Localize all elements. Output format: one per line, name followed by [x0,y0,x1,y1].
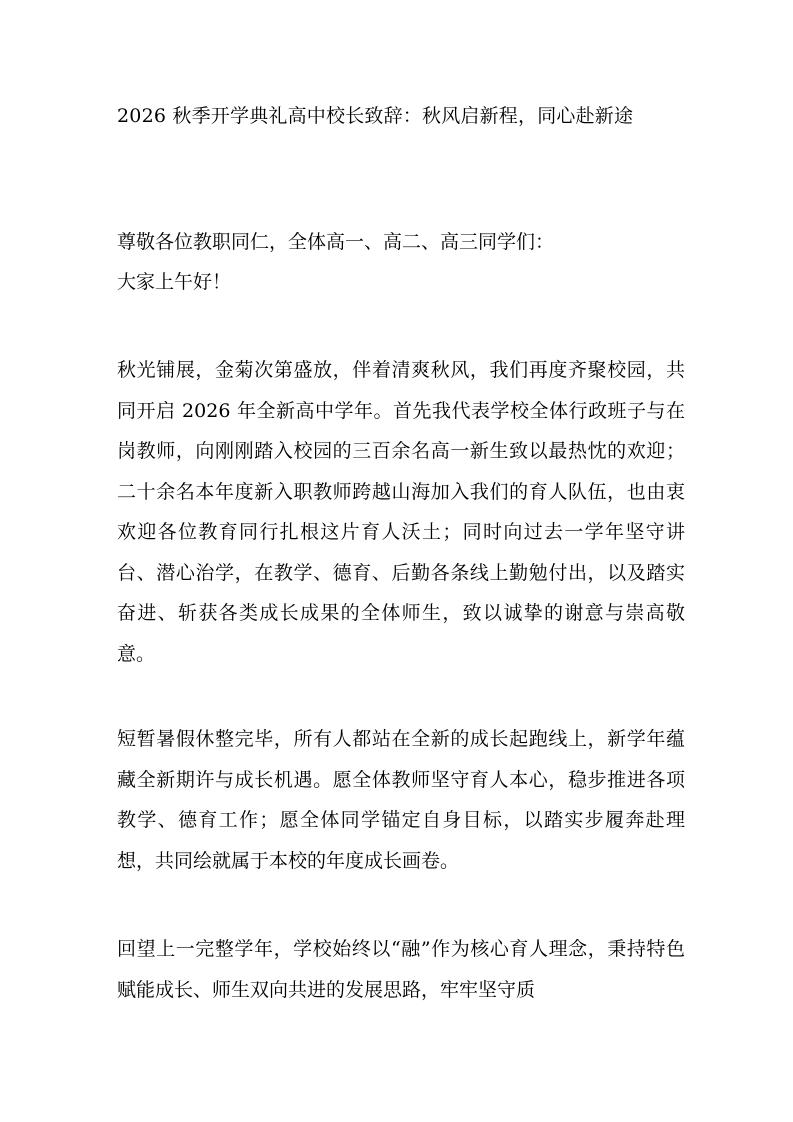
paragraph-welcome: 秋光铺展，金菊次第盛放，伴着清爽秋风，我们再度齐聚校园，共同开启 2026 年全新高中学年。首先我代表学校全体行政班子与在岗教师，向刚刚踏入校园的三百余名高一新生致以最热忱的欢迎；二十余名本年度新入职教师跨越山海加入我们的育人队伍，也由衷欢迎各位教育同行扎根这片育人沃土；同时向过去一学年坚守讲台、潜心治学，在教学、德育、后勤各条线上勤勉付出，以及踏实奋进、斩获各类成长成果的全体师生，致以诚挚的谢意与崇高敬意。 [117,359,685,665]
document-title: 2026 秋季开学典礼高中校长致辞：秋风启新程，同心赴新途 [117,105,634,127]
salutation-line: 尊敬各位教职同仁，全体高一、高二、高三同学们： [117,231,555,253]
greeting-line: 大家上午好！ [117,271,232,293]
paragraph-review: 回望上一完整学年，学校始终以“融”作为核心育人理念，秉持特色赋能成长、师生双向共进的发展思路，牢牢坚守质 [117,938,685,1001]
paragraph-new-semester: 短暂暑假休整完毕，所有人都站在全新的成长起跑线上，新学年蕴藏全新期许与成长机遇。愿全体教师坚守育人本心，稳步推进各项教学、德育工作；愿全体同学锚定自身目标，以踏实步履奔赴理想，共同绘就属于本校的年度成长画卷。 [117,728,685,872]
